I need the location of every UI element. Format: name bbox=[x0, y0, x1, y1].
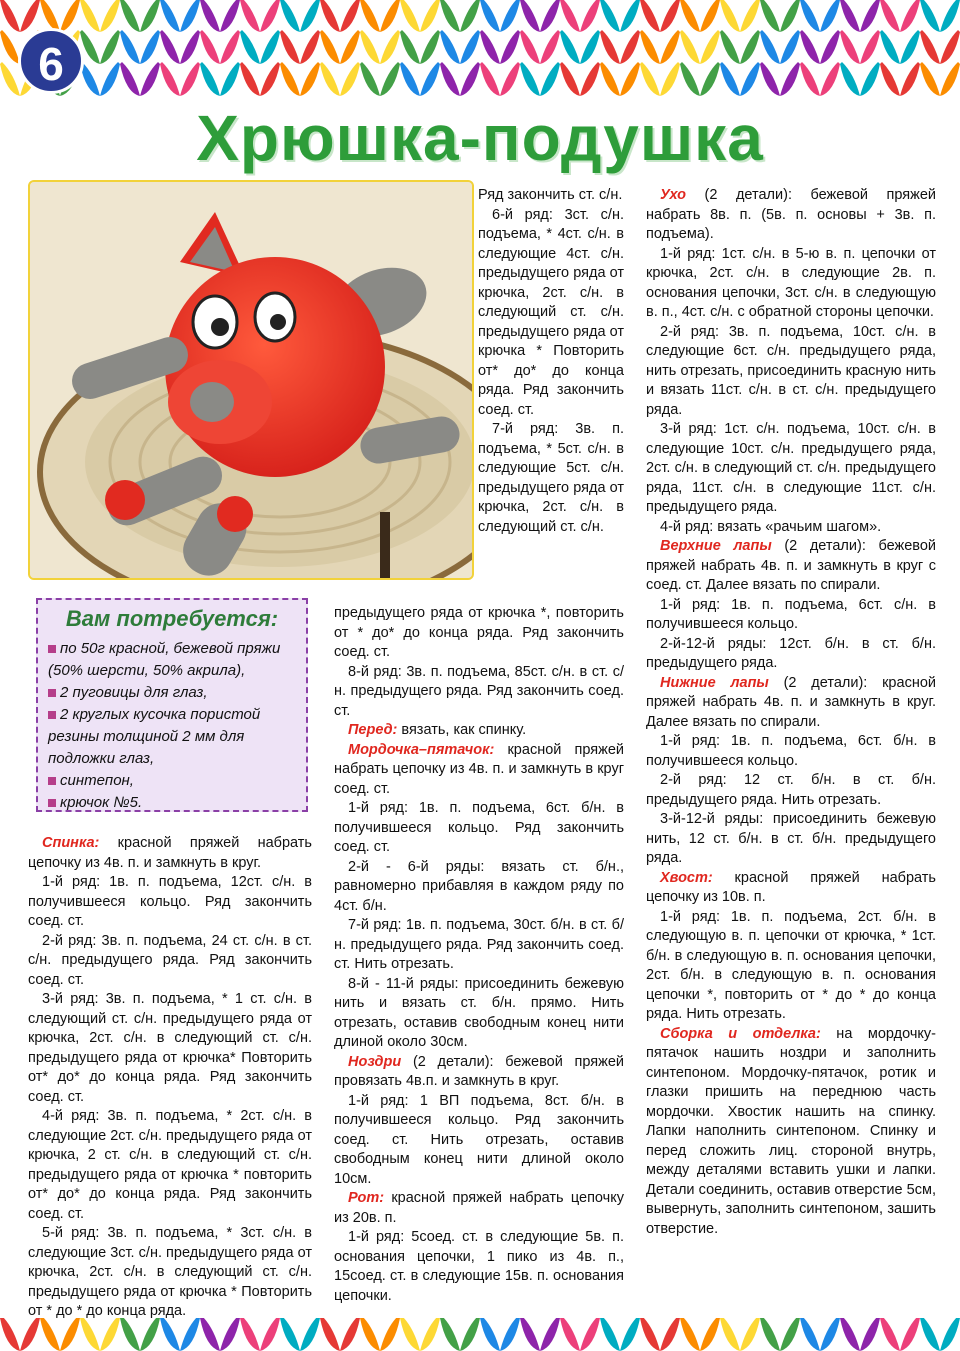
knit-stitch bbox=[640, 62, 660, 96]
knit-stitch bbox=[580, 30, 600, 64]
knit-stitch bbox=[280, 62, 300, 96]
knit-stitch bbox=[820, 1318, 840, 1351]
knit-stitch bbox=[860, 30, 880, 64]
knit-stitch bbox=[460, 0, 480, 32]
knit-stitch bbox=[100, 1318, 120, 1351]
snout-row: 1-й ряд: 1в. п. подъема, 6ст. б/н. в получившееся кольцо. Ряд закончить соед. ст. bbox=[334, 800, 624, 855]
knit-stitch bbox=[520, 62, 540, 96]
knit-stitch bbox=[520, 0, 540, 32]
knit-stitch bbox=[720, 0, 740, 32]
knit-stitch bbox=[100, 30, 120, 64]
bullet-icon bbox=[48, 711, 56, 719]
knit-stitch bbox=[540, 0, 560, 32]
knit-stitch bbox=[880, 62, 900, 96]
knit-stitch bbox=[500, 62, 520, 96]
knit-stitch bbox=[80, 0, 100, 32]
knit-stitch bbox=[360, 1318, 380, 1351]
knit-stitch bbox=[760, 62, 780, 96]
mouth-heading: Рот: bbox=[348, 1190, 385, 1206]
supplies-item: по 50г красной, бежевой пряжи (50% шерсти, 50% акрила), bbox=[48, 640, 281, 679]
knit-stitch bbox=[460, 1318, 480, 1351]
back-row: 1-й ряд: 1в. п. подъема, 12ст. с/н. в получившееся кольцо. Ряд закончить соед. ст. bbox=[28, 874, 312, 929]
knit-stitch bbox=[900, 62, 920, 96]
knit-stitch bbox=[60, 0, 80, 32]
knit-stitch bbox=[220, 0, 240, 32]
knit-stitch bbox=[940, 62, 960, 96]
knit-stitch bbox=[600, 0, 620, 32]
lower-legs-row: 1-й ряд: 1в. п. подъема, 6ст. б/н. в получившееся кольцо. bbox=[646, 733, 936, 769]
knit-stitch bbox=[740, 0, 760, 32]
knit-stitch bbox=[140, 1318, 160, 1351]
page-number: 6 bbox=[18, 28, 84, 94]
knit-stitch bbox=[460, 62, 480, 96]
knit-stitch bbox=[640, 1318, 660, 1351]
knit-stitch bbox=[680, 0, 700, 32]
knit-stitch bbox=[740, 1318, 760, 1351]
knit-stitch bbox=[540, 1318, 560, 1351]
knit-stitch bbox=[220, 30, 240, 64]
knit-stitch bbox=[680, 30, 700, 64]
tail-heading: Хвост: bbox=[660, 869, 713, 886]
knit-stitch bbox=[780, 1318, 800, 1351]
knit-stitch bbox=[140, 0, 160, 32]
knit-stitch bbox=[160, 30, 180, 64]
knit-stitch bbox=[300, 1318, 320, 1351]
knit-stitch bbox=[800, 0, 820, 32]
upper-legs-section: Верхние лапы (2 детали): бежевой пряжей набрать 4в. п. и замкнуть в круг с соед. ст. Далее вязать по спирали. bbox=[646, 538, 936, 593]
column-front-snout bbox=[334, 604, 624, 1306]
knit-stitch bbox=[580, 62, 600, 96]
knit-stitch bbox=[660, 1318, 680, 1351]
knit-stitch bbox=[80, 1318, 100, 1351]
knit-stitch bbox=[320, 1318, 340, 1351]
knit-stitch bbox=[340, 62, 360, 96]
knit-stitch bbox=[780, 0, 800, 32]
knit-stitch bbox=[400, 30, 420, 64]
ear-section: Ухо (2 детали): бежевой пряжей набрать 8в. п. (5в. п. основы + 3в. п. подъема). bbox=[646, 187, 936, 242]
knit-stitch bbox=[880, 0, 900, 32]
knit-stitch bbox=[120, 30, 140, 64]
supplies-item: крючок №5. bbox=[48, 792, 296, 814]
knit-stitch bbox=[940, 1318, 960, 1351]
knit-stitch bbox=[500, 1318, 520, 1351]
knit-stitch bbox=[400, 0, 420, 32]
knit-stitch bbox=[800, 1318, 820, 1351]
knit-stitch bbox=[780, 30, 800, 64]
knit-stitch bbox=[300, 62, 320, 96]
back-row: 3-й ряд: 3в. п. подъема, * 1 ст. с/н. в следующий ст. с/н. предыдущего ряда от крючка, 2ст. с/н. в следующий ст. с/н. предыдущего ряда от крючка* Повторить от* до* до конца ряда. Ряд закончить соед. ст. bbox=[28, 991, 312, 1105]
supplies-item: 2 круглых кусочка пористой резины толщиной 2 мм для подложки глаз, bbox=[48, 706, 261, 767]
knit-stitch bbox=[340, 0, 360, 32]
knit-stitch bbox=[420, 30, 440, 64]
knit-stitch bbox=[320, 0, 340, 32]
back-row: 8-й ряд: 3в. п. подъема, 85ст. с/н. в ст. с/н. предыдущего ряда. Ряд закончить соед. ст. bbox=[334, 663, 624, 719]
knit-stitch bbox=[280, 0, 300, 32]
knit-stitch bbox=[660, 62, 680, 96]
knit-stitch bbox=[180, 1318, 200, 1351]
knit-stitch bbox=[800, 62, 820, 96]
knit-stitch bbox=[900, 0, 920, 32]
knit-stitch bbox=[840, 62, 860, 96]
front-section: Перед: вязать, как спинку. bbox=[348, 722, 527, 738]
assembly-heading: Сборка и отделка: bbox=[660, 1025, 821, 1042]
knit-stitch bbox=[760, 30, 780, 64]
knit-stitch bbox=[140, 30, 160, 64]
knit-stitch bbox=[560, 1318, 580, 1351]
assembly-section: Сборка и отделка: на мордочку-пятачок нашить ноздри и заполнить синтепоном. Мордочку-пятачок, ротик и глазки пришить на переднюю часть мордочки. Хвостик нашить на спинку. Лапки наполнить синтепоном. Спинку и перед сложить лиц. стороной внутрь, между деталями вставить ушки и лапки. Детали соединить, оставив отверстие 5см, вывернуть, заполнить синтепоном, зашить отверстие. bbox=[646, 1025, 936, 1237]
knit-stitch bbox=[400, 1318, 420, 1351]
knit-stitch bbox=[260, 1318, 280, 1351]
lower-legs-heading: Нижние лапы bbox=[660, 674, 769, 691]
knit-stitch bbox=[500, 0, 520, 32]
knit-stitch bbox=[440, 0, 460, 32]
knit-stitch bbox=[620, 0, 640, 32]
back-row: 2-й ряд: 3в. п. подъема, 24 ст. с/н. в ст. с/н. предыдущего ряда. Ряд закончить соед. ст. bbox=[28, 932, 312, 988]
knit-stitch bbox=[720, 1318, 740, 1351]
knit-stitch bbox=[700, 0, 720, 32]
knit-stitch bbox=[860, 0, 880, 32]
knit-stitch bbox=[260, 0, 280, 32]
knit-stitch bbox=[0, 30, 20, 64]
snout-row: 8-й - 11-й ряды: присоединить бежевую нить и вязать ст. б/н. прямо. Нить отрезать, оставив свободным конец нити длиной около 30см. bbox=[334, 975, 624, 1050]
knit-stitch bbox=[920, 1318, 940, 1351]
ear-row: 2-й ряд: 3в. п. подъема, 10ст. с/н. в следующие 6ст. с/н. предыдущего ряда, нить отрезать, присоединить красную нить и вязать 11ст. с/н. в ст. с/н. предыдущего ряда. bbox=[646, 323, 936, 418]
tail-row: 1-й ряд: 1в. п. подъема, 2ст. б/н. в следующую в. п. цепочки от крючка, * 1ст. б/н. в следующую в. п. основания цепочки, 2ст. б/н. в следующую в. п. основания цепочки *, повторить от * до * до конца ряда. Нить отрезать. bbox=[646, 908, 936, 1022]
knit-stitch bbox=[700, 62, 720, 96]
knit-stitch bbox=[60, 1318, 80, 1351]
bottom-knit-border bbox=[0, 1318, 960, 1351]
knit-stitch bbox=[620, 1318, 640, 1351]
knit-stitch bbox=[480, 0, 500, 32]
bullet-icon bbox=[48, 799, 56, 807]
knit-stitch bbox=[620, 30, 640, 64]
page-title: Хрюшка-подушка bbox=[196, 102, 764, 174]
knit-stitch bbox=[380, 30, 400, 64]
upper-legs-heading: Верхние лапы bbox=[660, 538, 772, 554]
knit-stitch bbox=[540, 30, 560, 64]
knit-stitch bbox=[600, 62, 620, 96]
knit-stitch bbox=[160, 1318, 180, 1351]
knit-stitch bbox=[20, 1318, 40, 1351]
knit-stitch bbox=[560, 62, 580, 96]
knit-stitch bbox=[660, 30, 680, 64]
knit-stitch bbox=[320, 30, 340, 64]
ear-heading: Ухо bbox=[660, 187, 687, 203]
knit-stitch bbox=[340, 1318, 360, 1351]
knit-stitch bbox=[820, 30, 840, 64]
column-back bbox=[28, 834, 312, 1322]
supplies-item: 2 пуговицы для глаз, bbox=[48, 682, 296, 704]
knit-stitch bbox=[600, 1318, 620, 1351]
knit-stitch bbox=[440, 62, 460, 96]
knit-stitch bbox=[200, 0, 220, 32]
knit-stitch bbox=[840, 30, 860, 64]
knit-stitch bbox=[460, 30, 480, 64]
knit-stitch bbox=[420, 62, 440, 96]
knit-stitch bbox=[200, 1318, 220, 1351]
knit-stitch bbox=[380, 1318, 400, 1351]
knit-stitch bbox=[0, 62, 20, 96]
knit-stitch bbox=[920, 30, 940, 64]
mouth-row: 1-й ряд: 5соед. ст. в следующие 5в. п. основания цепочки, 1 пико из 4в. п., 15соед. ст. в следующие 15в. п. основания цепочки. bbox=[334, 1229, 624, 1304]
knit-stitch bbox=[620, 62, 640, 96]
back-row-end: Ряд закончить ст. с/н. bbox=[478, 187, 623, 203]
knit-stitch bbox=[560, 30, 580, 64]
knit-stitch bbox=[940, 0, 960, 32]
knit-stitch bbox=[920, 0, 940, 32]
knit-stitch bbox=[180, 30, 200, 64]
lower-legs-row: 3-й-12-й ряды: присоединить бежевую нить, 12 ст. б/н. в ст. б/н. предыдущего ряда. bbox=[646, 811, 936, 866]
knit-stitch bbox=[480, 1318, 500, 1351]
knit-stitch bbox=[440, 1318, 460, 1351]
knit-stitch bbox=[100, 0, 120, 32]
knit-stitch bbox=[120, 0, 140, 32]
knit-stitch bbox=[760, 0, 780, 32]
ear-row: 4-й ряд: вязать «рачьим шагом». bbox=[660, 518, 882, 535]
front-heading: Перед: bbox=[348, 722, 398, 738]
knit-stitch bbox=[660, 0, 680, 32]
column-back-continued bbox=[478, 186, 624, 537]
supplies-list bbox=[48, 638, 296, 814]
knit-stitch bbox=[840, 1318, 860, 1351]
knit-stitch bbox=[520, 30, 540, 64]
snout-section: Мордочка–пятачок: красной пряжей набрать цепочку из 4в. п. и замкнуть в круг соед. ст. bbox=[334, 741, 624, 797]
knit-stitch bbox=[280, 1318, 300, 1351]
tail-section: Хвост: красной пряжей набрать цепочку из 10в. п. bbox=[646, 869, 936, 905]
knit-stitch bbox=[320, 62, 340, 96]
knit-stitch bbox=[700, 1318, 720, 1351]
supplies-box bbox=[36, 598, 308, 812]
knit-stitch bbox=[720, 62, 740, 96]
ear-row: 3-й ряд: 1ст. с/н. подъема, 10ст. с/н. в следующие 10ст. с/н. предыдущего ряда, 2ст. с/н. в следующий ст. с/н. предыдущего ряда, 11ст. с/н. в следующие 11ст. с/н. предыдущего ряда. bbox=[646, 421, 936, 515]
knit-stitch bbox=[240, 62, 260, 96]
nostrils-row: 1-й ряд: 1 ВП подъема, 8ст. б/н. в получившееся кольцо. Ряд закончить соед. ст. Нить отрезать, оставив свободным конец нити длиной около 10см. bbox=[334, 1092, 624, 1187]
knit-stitch bbox=[420, 1318, 440, 1351]
crochet-pig-photo bbox=[28, 180, 474, 580]
knit-stitch bbox=[900, 1318, 920, 1351]
back-row: 7-й ряд: 3в. п. подъема, * 5ст. с/н. в следующие 5ст. с/н. предыдущего ряда от крючка, 2ст. с/н. в следующий ст. с/н. bbox=[478, 421, 624, 535]
knit-stitch bbox=[820, 0, 840, 32]
knit-stitch bbox=[360, 62, 380, 96]
nostrils-heading: Ноздри bbox=[348, 1053, 402, 1070]
bullet-icon bbox=[48, 689, 56, 697]
bullet-icon bbox=[48, 777, 56, 785]
knit-stitch bbox=[740, 30, 760, 64]
snout-heading: Мордочка–пятачок: bbox=[348, 741, 495, 758]
snout-row: 7-й ряд: 1в. п. подъема, 30ст. б/н. в ст. б/н. предыдущего ряда. Ряд закончить соед. ст. Нить отрезать. bbox=[334, 917, 624, 972]
lower-legs-section: Нижние лапы (2 детали): красной пряжей набрать 4в. п. и замкнуть в круг. Далее вязать по спирали. bbox=[646, 674, 936, 730]
knit-stitch bbox=[500, 30, 520, 64]
knit-stitch bbox=[120, 62, 140, 96]
knit-stitch bbox=[340, 30, 360, 64]
knit-stitch bbox=[680, 62, 700, 96]
knit-stitch bbox=[200, 62, 220, 96]
knit-stitch bbox=[180, 62, 200, 96]
knit-stitch bbox=[720, 30, 740, 64]
back-row-cont: предыдущего ряда от крючка *, повторить от * до* до конца ряда. Ряд закончить соед. ст. bbox=[334, 605, 624, 660]
knit-stitch bbox=[380, 62, 400, 96]
knit-stitch bbox=[540, 62, 560, 96]
knit-stitch bbox=[880, 30, 900, 64]
knit-stitch bbox=[560, 0, 580, 32]
knit-stitch bbox=[100, 62, 120, 96]
knit-stitch bbox=[140, 62, 160, 96]
knit-stitch bbox=[180, 0, 200, 32]
knit-stitch bbox=[0, 1318, 20, 1351]
ear-row: 1-й ряд: 1ст. с/н. в 5-ю в. п. цепочки от крючка, 2ст. с/н. в следующие 2в. п. основания цепочки, 3ст. с/н. в следующую в. п., 4ст. с/н. с обратной стороны цепочки. bbox=[646, 245, 936, 320]
upper-legs-row: 2-й-12-й ряды: 12ст. б/н. в ст. б/н. предыдущего ряда. bbox=[646, 635, 936, 671]
knit-stitch bbox=[260, 62, 280, 96]
top-knit-border bbox=[0, 0, 960, 96]
knit-stitch bbox=[240, 30, 260, 64]
knit-stitch bbox=[780, 62, 800, 96]
knit-stitch bbox=[120, 1318, 140, 1351]
knit-stitch bbox=[640, 0, 660, 32]
knit-stitch bbox=[300, 0, 320, 32]
supplies-heading: Вам потребуется: bbox=[65, 606, 279, 631]
back-row: 6-й ряд: 3ст. с/н. подъема, * 4ст. с/н. в следующие 4ст. с/н. предыдущего ряда от крючка, 2ст. с/н. в следующий ст. с/н. предыдущего ряда от крючка * Повторить от* до* до конца ряда. Ряд закончить соед. ст. bbox=[478, 206, 624, 418]
knit-stitch bbox=[260, 30, 280, 64]
knit-stitch bbox=[680, 1318, 700, 1351]
knit-stitch bbox=[20, 0, 40, 32]
knit-stitch bbox=[160, 0, 180, 32]
knit-stitch bbox=[360, 30, 380, 64]
column-ears-legs-tail bbox=[646, 186, 936, 1239]
knit-stitch bbox=[40, 1318, 60, 1351]
supplies-item: синтепон, bbox=[48, 770, 296, 792]
knit-stitch bbox=[440, 30, 460, 64]
back-intro: Спинка: красной пряжей набрать цепочку из 4в. п. и замкнуть в круг. bbox=[28, 835, 312, 871]
knit-stitch bbox=[580, 0, 600, 32]
knit-stitch bbox=[280, 30, 300, 64]
knit-stitch bbox=[940, 30, 960, 64]
knit-stitch bbox=[400, 62, 420, 96]
knit-stitch bbox=[420, 0, 440, 32]
knit-stitch bbox=[580, 1318, 600, 1351]
knit-stitch bbox=[0, 0, 20, 32]
knit-stitch bbox=[480, 62, 500, 96]
upper-legs-row: 1-й ряд: 1в. п. подъема, 6ст. с/н. в получившееся кольцо. bbox=[646, 596, 936, 632]
knit-stitch bbox=[860, 62, 880, 96]
knit-stitch bbox=[240, 0, 260, 32]
back-row: 4-й ряд: 3в. п. подъема, * 2ст. с/н. в следующие 2ст. с/н. предыдущего ряда от крючка, 2 ст. с/н. в следующий ст. с/н. предыдущего ряда от крючка * повторить от* до* до конца ряда. Ряд закончить соед. ст. bbox=[28, 1108, 312, 1222]
knit-stitch bbox=[600, 30, 620, 64]
knit-stitch bbox=[220, 62, 240, 96]
knit-stitch bbox=[820, 62, 840, 96]
bullet-icon bbox=[48, 645, 56, 653]
knit-stitch bbox=[240, 1318, 260, 1351]
lower-legs-row: 2-й ряд: 12 ст. б/н. в ст. б/н. предыдущего ряда. Нить отрезать. bbox=[646, 772, 936, 808]
knit-stitch bbox=[800, 30, 820, 64]
knit-stitch bbox=[700, 30, 720, 64]
knit-stitch bbox=[640, 30, 660, 64]
knit-stitch bbox=[360, 0, 380, 32]
knit-stitch bbox=[840, 0, 860, 32]
knit-stitch bbox=[200, 30, 220, 64]
knit-stitch bbox=[480, 30, 500, 64]
knit-stitch bbox=[160, 62, 180, 96]
snout-row: 2-й - 6-й ряды: вязать ст. б/н., равномерно прибавляя в каждом ряду по 4ст. б/н. bbox=[334, 858, 624, 914]
knit-stitch bbox=[760, 1318, 780, 1351]
knit-stitch bbox=[300, 30, 320, 64]
nostrils-section: Ноздри (2 детали): бежевой пряжей провязать 4в.п. и замкнуть в круг. bbox=[334, 1053, 624, 1089]
knit-stitch bbox=[740, 62, 760, 96]
knit-stitch bbox=[900, 30, 920, 64]
mouth-section: Рот: красной пряжей набрать цепочку из 20в. п. bbox=[334, 1190, 624, 1226]
knit-stitch bbox=[880, 1318, 900, 1351]
knit-stitch bbox=[380, 0, 400, 32]
knit-stitch bbox=[860, 1318, 880, 1351]
back-row: 5-й ряд: 3в. п. подъема, * 3ст. с/н. в следующие 3ст. с/н. предыдущего ряда от крючка, 2ст. с/н. в следующий ст. с/н. предыдущего ряда от крючка * Повторить от * до * до конца ряда. bbox=[28, 1225, 312, 1319]
knit-stitch bbox=[920, 62, 940, 96]
knit-stitch bbox=[520, 1318, 540, 1351]
knit-stitch bbox=[220, 1318, 240, 1351]
back-heading: Спинка: bbox=[42, 835, 100, 851]
